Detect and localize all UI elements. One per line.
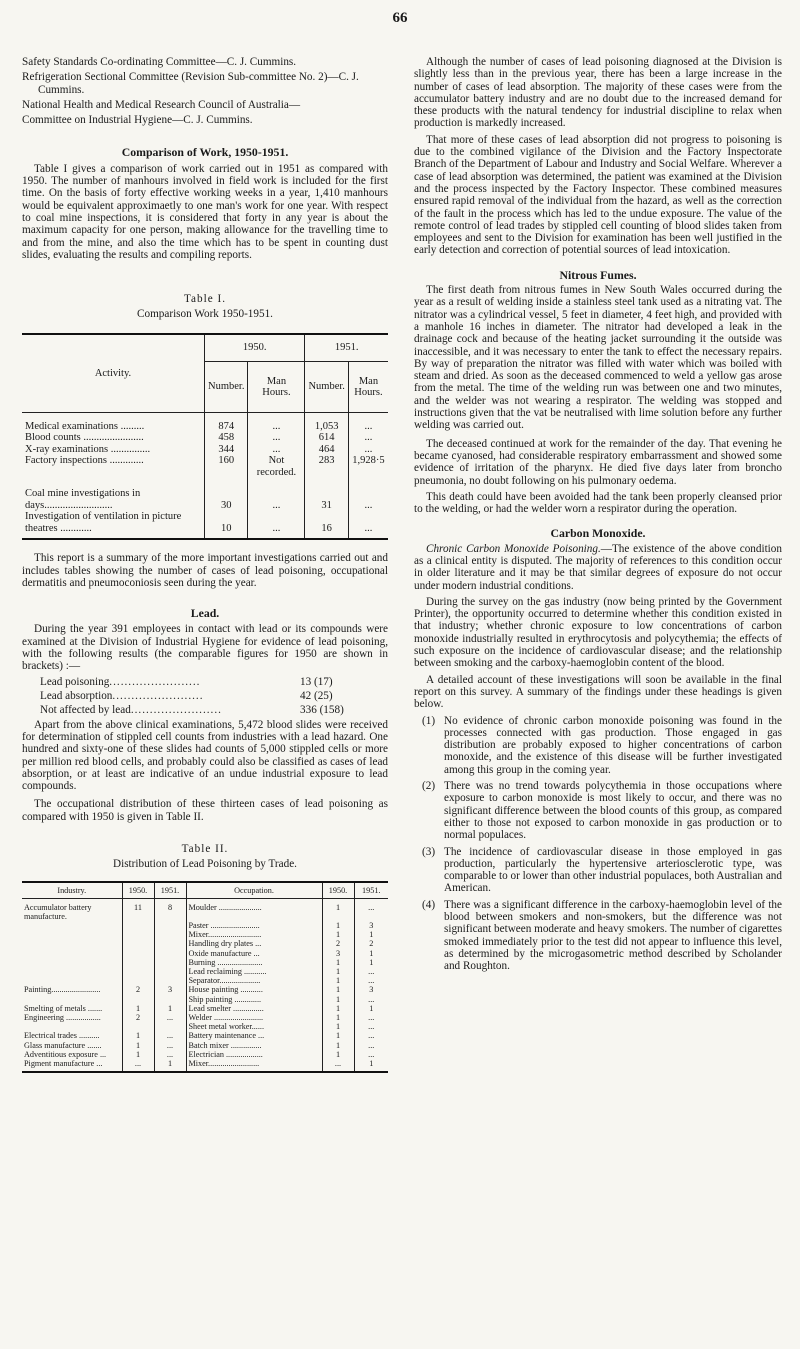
table-1 [22,333,388,541]
table-row: Adventitious exposure ... 1 ... Electrician .................. 1 ... [24,1049,375,1059]
lead-heading: Lead. [190,606,220,621]
table-2-header: Industry. [22,882,122,899]
table-row: Paster ........................ 1 3 [22,921,388,930]
lead-results-list [22,675,388,717]
nitrous-paragraph: This death could have been avoided had the tank been properly cleansed prior to the welding, or had the welder worn a respirator during the operation. [414,490,782,516]
finding-item [414,846,782,895]
table-row: Painting........................ 2 3 House painting ........... 1 3 [24,985,374,995]
finding-text: No evidence of chronic carbon monoxide poisoning was found in the processes connected with gas production. Those engaged in gas distribution are probably exposed to higher concentrations of carbon monoxide, and the existence of this disease will be further investigated among this group in the coming year. [444,714,782,776]
finding-text: There was no trend towards polycythemia in those occupations where exposure to carbon monoxide is most likely to occur, and there was no significant difference between the blood counts of this group, as compared either to those not exposed to carbon monoxide in gas production or to normal populaces. [444,780,782,842]
table-row: Smelting of metals ....... 1 1 Lead smelter ............... 1 1 [24,1003,374,1013]
table-1-label: Table I. [183,293,226,306]
table-row: Separator.................... 1 ... [22,976,388,985]
table-2-header: 1951. [154,882,186,899]
table-row: Factory inspections ............. 160 Not recorded. 283 1,928·5 [22,455,388,478]
table-1-header-number: Number. [305,361,348,412]
carbon-monoxide-paragraph: Chronic Carbon Monoxide Poisoning.—The existence of the above condition as a clinical entity is disputed. The majority of references to this condition occur in older literature and it may be that similar degrees of exposure do not occur under modern industrial conditions. [414,542,782,592]
table-row: Handling dry plates ... 2 2 [22,939,388,948]
list-item: Lead absorption ........................ 42 (25) [40,689,333,702]
table-1-header-activity: Activity. [22,334,205,413]
table-2-body [22,898,388,1072]
table-2-title: Distribution of Lead Poisoning by Trade. [113,858,297,871]
table-1-header-manhours: Man Hours. [248,361,305,412]
committee-line: Safety Standards Co-ordinating Committee—C. J. Cummins. [22,56,297,68]
finding-item [414,715,782,776]
table-row: Oxide manufacture ... 3 1 [22,949,388,958]
summary-paragraph: This report is a summary of the more important investigations carried out and includes tables showing the number of cases of lead poisoning, occupational dermatitis and pneumoconiosis seen during the year. [22,552,388,589]
table-row: Sheet metal worker...... 1 ... [22,1022,388,1031]
finding-text: The incidence of cardiovascular disease in those employed in gas production, particularly the hypertensive arteriosclerotic type, was comparable to or lower than other industrial populaces, both Australian and American. [444,845,782,895]
committee-line: Committee on Industrial Hygiene—C. J. Cummins. [22,114,253,127]
committee-line: National Health and Medical Research Council of Australia— [22,98,301,111]
list-item: Lead poisoning ........................ 13 (17) [40,675,333,688]
table-2-header: 1950. [322,882,354,899]
table-row: X-ray examinations ............... 344 ... 464 ... [22,444,388,456]
table-2-header: 1951. [362,885,381,895]
table-row: Glass manufacture ....... 1 ... Batch mixer ............... 1 ... [24,1040,375,1050]
finding-number: (4) [422,898,436,911]
table-2-label: Table II. [181,843,229,855]
right-column [414,56,782,972]
carbon-monoxide-paragraph: During the survey on the gas industry (now being printed by the Government Printer), the opportunity occurred to determine whether this condition existed in that industry; whether chronic exposure to low concentrations of carbon monoxide industrially resulted in erythrocytosis and polycythemia; the effects of such exposure on the incidence of cardiovascular disease; and the relationship between smoking and the carboxy-haemoglobin content of the blood. [414,595,782,670]
finding-text: There was a significant difference in the carboxy-haemoglobin level of the blood between smokers and non-smokers, but the difference was not significant between moderate and heavy smokers. The number of cigarettes smoked immediately prior to the test did not appear to influence this level, as determined by the microgasometric method described by Scholander and Roughton. [444,898,782,973]
finding-number: (3) [422,845,436,858]
table-row: Electrical trades .......... 1 ... Battery maintenance ... 1 ... [24,1031,375,1041]
carbon-monoxide-heading: Carbon Monoxide. [550,526,646,541]
finding-item [414,780,782,841]
finding-number: (2) [422,780,436,793]
table-1-header-number: Number. [205,361,248,412]
table-2-header: Occupation. [186,882,322,899]
left-column [22,56,388,1073]
lead-paragraph: The occupational distribution of these thirteen cases of lead poisoning as compared with 1950 is given in Table II. [22,798,388,823]
table-2 [22,881,388,1074]
table-row: Mixer.......................... 1 1 [22,930,388,939]
lead-paragraph: During the year 391 employees in contact with lead or its compounds were examined at the Division of Industrial Hygiene for evidence of lead poisoning, with the following results (the comparable figures for 1950 are shown in brackets) :— [22,623,388,673]
table-2-header: 1950. [122,882,154,899]
table-row: Accumulator battery manufacture. 11 8 Moulder ..................... 1 ... [22,898,388,921]
table-row: Lead reclaiming ........... 1 ... [22,967,388,976]
lead-continued-paragraph: That more of these cases of lead absorption did not progress to poisoning is due to the combined vigilance of the Division and the Factory Inspectorate Branch of the Department of Labour and Industry and Social Welfare. Wherever a case of lead absorption was determined, the patient was examined at the Division and the process inspected by the Factory Inspector. These combined measures ensured rapid removal of the individual from the hazard, as well as the correction of the fault in the process which has led to the undue exposure. The value of the remote control of lead trades by stippled cell counting of blood slides taken from employees and sent to the Division for examination has been well justified in the early detection and correction of potential sources of lead intoxication. [414,133,782,257]
nitrous-paragraph: The first death from nitrous fumes in New South Wales occurred during the year as a result of welding inside a stainless steel tank used as a nitrating vat. The nitrator was a cylindrical vessel, 5 feet in diameter, 4 feet high, and provided with a manhole 16 inches in diameter. The nitrator had developed a leak in the drainage cock and because of the heating jacket surrounding it the outside was inaccessible, and it was necessary to enter the tank to effect the necessary repairs. By way of preparation the nitrator was filled with water which was boiled with steam and dried. As soon as the deceased commenced to weld a yellow gas arose from the metal. The time of the welding run was between one and two minutes, and the welder was not wearing a respirator. The welding was stopped and instructions given that the vat be neutralised with lime solution before any further welding was carried out. [414,284,782,432]
table-1-header-1951: 1951. [305,334,388,362]
table-row: Investigation of ventilation in picture theatres ............ 10 ... 16 ... [22,511,388,539]
lead-continued-paragraph: Although the number of cases of lead poisoning diagnosed at the Division is slightly less than in the previous year, there has been a large increase in the number of cases of lead absorption. The majority of these cases were from the accumulator battery industry and are no doubt due to the increased demand for these products with the natural tendency for industrial discipline to relax when production is markedly increased. [414,56,782,130]
table-row: Engineering ................. 2 ... Welder ........................ 1 ... [24,1013,375,1023]
comparison-paragraph: Table I gives a comparison of work carried out in 1951 as compared with 1950. The number of manhours involved in field work is included for the first time. On the basis of forty effective working weeks in a year, 1,410 manhours would be equivalent approximaetly to one man's work for one year. With respect to coal mine inspections, it is considered that forty in any year is about the maximum capacity for one person, making allowance for the travelling time to and from the mine, and also the time which has to be spent in counting dust slides, evaluating the results and compiling reports. [22,162,388,261]
committee-line: Refrigeration Sectional Committee (Revision Sub-committee No. 2)—C. J. Cummins. [22,71,359,96]
nitrous-paragraph: The deceased continued at work for the remainder of the day. That evening he became cyanosed, had considerable respiratory embarrassment and showed some evidence of irritation of the pharynx. He died five days later from broncho pneumonia, no doubt following on his pulmonary oedema. [414,437,782,487]
list-item: Not affected by lead ........................ 336 (158) [40,703,344,716]
lead-paragraph: Apart from the above clinical examinations, 5,472 blood slides were received for determination of stippled cell counts from industries with a lead hazard. One hundred and sixty-one of these slides had counts of 5,000 stippled cells or more per million red blood cells, and probably could also be classified as cases of lead absorption, or at least are indicative of an undue industrial exposure to lead compounds. [22,718,388,793]
table-row: Blood counts ....................... 458 ... 614 ... [22,432,388,444]
table-row: Burning ...................... 1 1 [22,958,388,967]
comparison-heading: Comparison of Work, 1950-1951. [121,145,289,160]
finding-item [414,899,782,973]
table-1-title: Comparison Work 1950-1951. [137,308,273,321]
findings-list [414,715,782,973]
table-1-header-manhours: Man Hours. [348,361,388,412]
carbon-monoxide-paragraph: A detailed account of these investigations will soon be available in the final report on this survey. A summary of the findings under these headings is given below. [414,673,782,711]
finding-number: (1) [422,714,436,727]
table-row: Ship painting ............. 1 ... [22,995,388,1004]
table-1-header-1950: 1950. [205,334,305,362]
page-number: 66 [392,10,408,26]
table-row: Coal mine investigations in days.......................... 30 ... 31 ... [22,478,388,511]
table-row: Medical examinations ......... 874 ... 1,053 ... [22,421,388,433]
nitrous-fumes-heading: Nitrous Fumes. [559,267,637,282]
table-row: Pigment manufacture ... ... 1 Mixer......................... ... 1 [22,1059,388,1072]
